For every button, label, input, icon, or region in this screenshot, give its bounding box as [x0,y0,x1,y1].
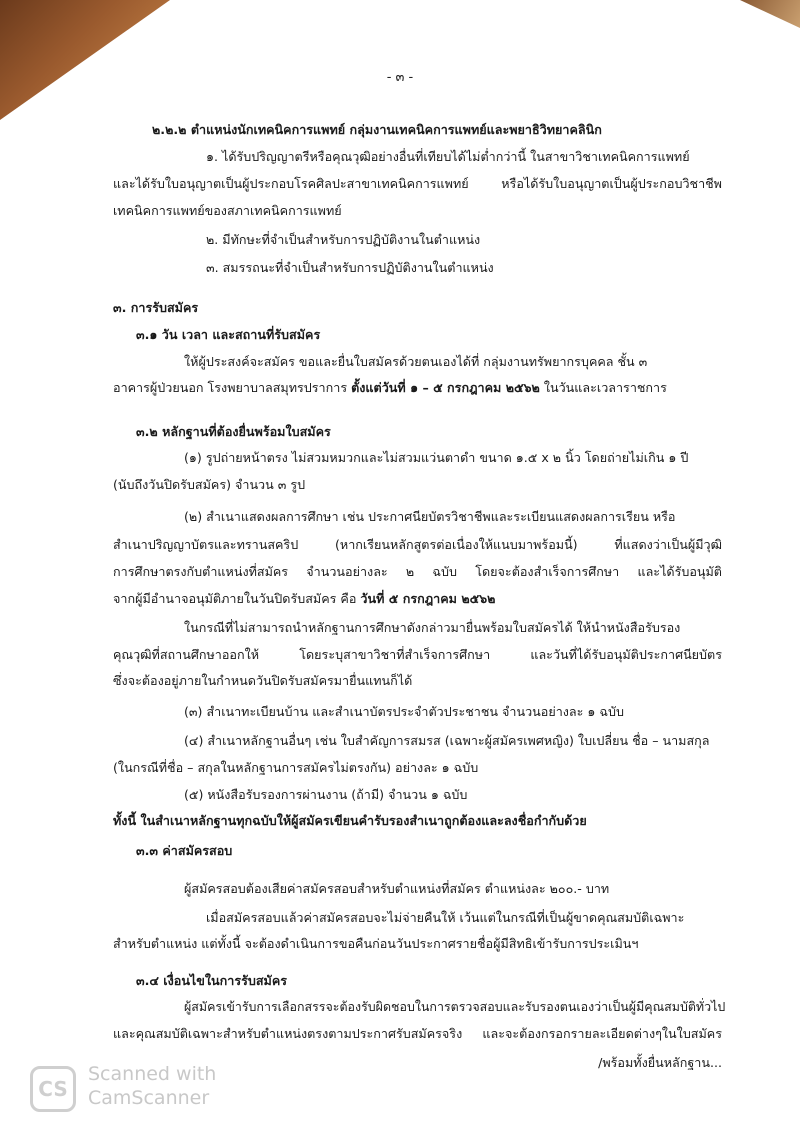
qualification-2: ๒. มีทักษะที่จำเป็นสำหรับการปฏิบัติงานในตำแหน่ง [206,232,481,247]
note-line-3: ซึ่งจะต้องอยู่ภายในกำหนดวันปิดรับสมัครมายื่นแทนก็ได้ [113,673,413,688]
document-1-line-2: (นับถึงวันปิดรับสมัคร) จำนวน ๓ รูป [113,477,306,492]
camscanner-text [88,1062,216,1110]
camscanner-watermark [30,1062,270,1114]
document-2-line-4 [113,590,495,608]
section-heading-3: ๓. การรับสมัคร [113,300,199,315]
section-heading-3-4: ๓.๔ เงื่อนไขในการรับสมัคร [136,973,288,988]
condition-line-2: และคุณสมบัติเฉพาะสำหรับตำแหน่งตรงตามประกาศรับสมัครจริง และจะต้องกรอกรายละเอียดต่างๆในใบสมัคร [113,1026,722,1041]
fee-line-3: สำหรับตำแหน่ง แต่ทั้งนี้ จะต้องดำเนินการขอคืนก่อนวันประกาศรายชื่อผู้มีสิทธิเข้ารับการประเมินฯ [113,936,639,951]
wood-desk-corner [0,0,170,120]
note-line-2: คุณวุฒิที่สถานศึกษาออกให้ โดยระบุสาขาวิชาที่สำเร็จการศึกษา และวันที่ได้รับอนุมัติประกาศนียบัตร [113,647,722,662]
document-1-line-1: (๑) รูปถ่ายหน้าตรง ไม่สวมหมวกและไม่สวมแว่นตาดำ ขนาด ๑.๕ x ๒ นิ้ว โดยถ่ายไม่เกิน ๑ ปี [184,450,689,465]
document-4-line-1: (๔) สำเนาหลักฐานอื่นๆ เช่น ใบสำคัญการสมรส (เฉพาะผู้สมัครเพศหญิง) ใบเปลี่ยน ชื่อ – นามสกุล [184,733,710,748]
document-2-line-2: สำเนาปริญญาบัตรและทรานสคริป (หากเรียนหลักสูตรต่อเนื่องให้แนบมาพร้อมนี้) ที่แสดงว่าเป็นผู้มีวุฒิ [113,537,722,552]
application-dates: ตั้งแต่วันที่ ๑ – ๕ กรกฎาคม ๒๕๖๒ [351,380,540,395]
document-2-line-3: การศึกษาตรงกับตำแหน่งที่สมัคร จำนวนอย่างละ ๒ ฉบับ โดยจะต้องสำเร็จการศึกษา และได้รับอนุมัติ [113,564,722,579]
section-heading-2-2-2: ๒.๒.๒ ตำแหน่งนักเทคนิคการแพทย์ กลุ่มงานเทคนิคการแพทย์และพยาธิวิทยาคลินิก [152,122,602,137]
page-number: - ๓ - [386,70,414,85]
document-5: (๕) หนังสือรับรองการผ่านงาน (ถ้ามี) จำนวน ๑ ฉบับ [184,787,468,802]
fee-line-2: เมื่อสมัครสอบแล้วค่าสมัครสอบจะไม่จ่ายคืนให้ เว้นแต่ในกรณีที่เป็นผู้ขาดคุณสมบัติเฉพาะ [206,910,685,925]
watermark-line-2: CamScanner [88,1087,210,1109]
qualification-1-line-1: ๑. ได้รับปริญญาตรีหรือคุณวุฒิอย่างอื่นที่เทียบได้ไม่ต่ำกว่านี้ ในสาขาวิชาเทคนิคการแพทย์ [206,149,690,164]
certify-note: ทั้งนี้ ในสำเนาหลักฐานทุกฉบับให้ผู้สมัครเขียนคำรับรองสำเนาถูกต้องและลงชื่อกำกับด้วย [113,813,587,828]
fee-line-1: ผู้สมัครสอบต้องเสียค่าสมัครสอบสำหรับตำแหน่งที่สมัคร ตำแหน่งละ ๒๐๐.- บาท [184,881,610,896]
continued-marker: /พร้อมทั้งยื่นหลักฐาน... [598,1055,722,1070]
wood-desk-corner-right [740,0,800,28]
qualification-1-line-2: และได้รับใบอนุญาตเป็นผู้ประกอบโรคศิลปะสาขาเทคนิคการแพทย์ หรือได้รับใบอนุญาตเป็นผู้ประกอบวิชาชีพ [113,176,722,191]
document-2-line-1: (๒) สำเนาแสดงผลการศึกษา เช่น ประกาศนียบัตรวิชาชีพและระเบียนแสดงผลการเรียน หรือ [184,509,676,524]
section-heading-3-3: ๓.๓ ค่าสมัครสอบ [136,843,233,858]
document-3: (๓) สำเนาทะเบียนบ้าน และสำเนาบัตรประจำตัวประชาชน จำนวนอย่างละ ๑ ฉบับ [184,704,624,719]
approval-text: จากผู้มีอำนาจอนุมัติภายในวันปิดรับสมัคร คือ [113,591,361,606]
camscanner-logo-icon: CS [30,1066,76,1112]
watermark-line-1: Scanned with [88,1063,217,1085]
application-place-line-1: ให้ผู้ประสงค์จะสมัคร ขอและยื่นใบสมัครด้วยตนเองได้ที่ กลุ่มงานทรัพยากรบุคคล ชั้น ๓ [184,354,648,369]
section-heading-3-1: ๓.๑ วัน เวลา และสถานที่รับสมัคร [136,327,321,342]
qualification-1-line-3: เทคนิคการแพทย์ของสภาเทคนิคการแพทย์ [113,203,342,218]
document-4-line-2: (ในกรณีที่ชื่อ – สกุลในหลักฐานการสมัครไม่ตรงกัน) อย่างละ ๑ ฉบับ [113,760,479,775]
closing-date: วันที่ ๕ กรกฎาคม ๒๕๖๒ [360,591,496,606]
application-hours: ในวันและเวลาราชการ [539,380,667,395]
application-place-line-2 [113,379,667,397]
condition-line-1: ผู้สมัครเข้ารับการเลือกสรรจะต้องรับผิดชอบในการตรวจสอบและรับรองตนเองว่าเป็นผู้มีคุณสมบัติทั่วไป [184,999,726,1014]
application-place-text: อาคารผู้ป่วยนอก โรงพยาบาลสมุทรปราการ [113,380,352,395]
qualification-3: ๓. สมรรถนะที่จำเป็นสำหรับการปฏิบัติงานในตำแหน่ง [206,260,494,275]
section-heading-3-2: ๓.๒ หลักฐานที่ต้องยื่นพร้อมใบสมัคร [136,424,331,439]
note-line-1: ในกรณีที่ไม่สามารถนำหลักฐานการศึกษาดังกล่าวมายื่นพร้อมใบสมัครได้ ให้นำหนังสือรับรอง [184,620,681,635]
